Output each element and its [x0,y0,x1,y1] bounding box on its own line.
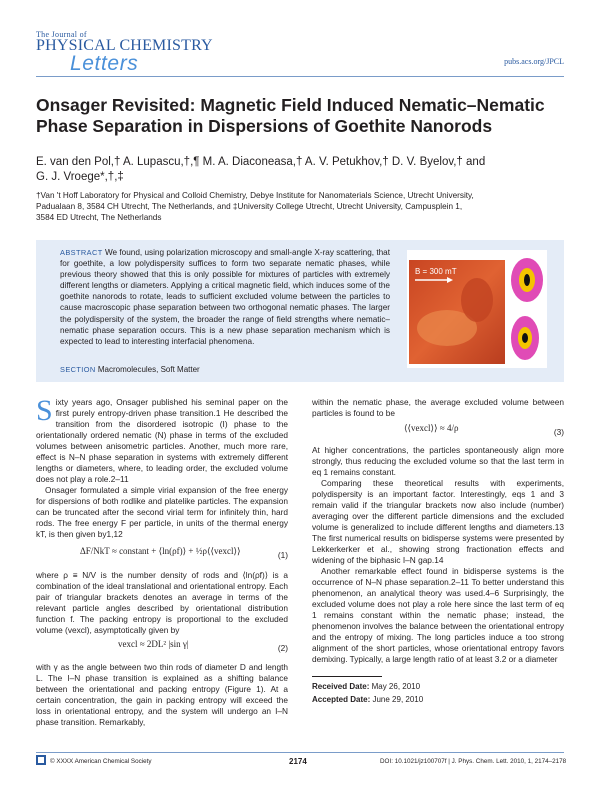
paragraph-polydispersity: Comparing these theoretical results with experiments, polydispersity is an important factor. Interestingly, eqs 1 and 3 remain valid if the triangular brackets now also include (number) averaging over the different particle dimensions and the excluded volume is generalized to include different lengths and diameters.13 The first numerical results on bidisperse systems were presented by Lekkerkerker et al., showing strong fractionation effects and widening of the biphasic I–N gap.14 [312,478,564,565]
abstract-label: ABSTRACT [60,248,103,257]
doi-citation[interactable]: DOI: 10.1021/jz100707f | J. Phys. Chem. Lett. 2010, 1, 2174–2178 [380,758,567,765]
equation-3-number: (3) [553,427,564,437]
paragraph-bidisperse: Another remarkable effect found in bidisperse systems is the occurrence of N–N phase separation.2–11 To better understand this phenomenon, an analytical theory was used.4–6 Surprisingly, the excluded volume does not play a role here since the last term of eq 1 remains constant within the nematic phase; instead, the phenomenon involves the balance between the orientational entropy and the entropy of mixing. The long particles induce a too strong alignment of the short particles, whose orientational entropy favors demixing. Typically, a large length ratio of at least 3.2 or a diameter [312,566,564,664]
page-number: 2174 [289,757,307,766]
equation-3 [312,423,564,443]
author-line-2: G. J. Vroege*,†,‡ [36,171,124,183]
author-line-1: E. van den Pol,† A. Lupascu,†,¶ M. A. Diaconeasa,† A. V. Petukhov,† D. V. Byelov,† and [36,156,486,168]
author-list [36,155,564,185]
drop-cap: S [36,394,53,427]
affiliation-line-1: †Van 't Hoff Laboratory for Physical and Colloid Chemistry, Debye Institute for Nanomaterials Science, Utrecht University, [36,191,474,200]
header-divider [36,76,564,77]
equation-1-number: (1) [277,550,288,560]
paragraph-virial: Onsager formulated a simple virial expansion of the free energy for dispersions of both rodlike and platelike particles. The expansion can be truncated after the second virial term for infinitely thin, hard rods. The free energy F per particle, in units of the thermal energy kT, is then given by1,12 [36,485,288,539]
equation-3-text: ⟨⟨vexcl⟩⟩ ≈ 4/ρ [404,423,459,433]
affiliation-line-3: 3584 ED Utrecht, The Netherlands [36,213,162,222]
equation-1-text: ΔF/NkT ≈ constant + ⟨ln(ρf)⟩ + ½ρ⟨⟨vexcl⟩⟩ [80,546,241,556]
affiliations [36,190,564,223]
equation-1 [36,546,288,566]
abstract-text: We found, using polarization microscopy and small-angle X-ray scattering, that for goethite, a low polydispersity suffices to form two separate nematic phases, while previous theory showed that this is only possible for mixtures of particles with extremely different lengths or diameters. Applying a critical magnetic field, which induces some of the goethite nanorods to rotate, leads to sufficient excluded volume between the particles to cause macroscopic phase separation between two orthogonal nematic phases. The larger the polydispersity of the system, the broader the range of field strengths where nematic–nematic phase separation occurs. This is a new phase separation mechanism which is expected to lead to interesting interfacial phenomena. [60,248,390,346]
article-title: Onsager Revisited: Magnetic Field Induced Nematic–Nematic Phase Separation in Dispersions of Goethite Nanorods [36,95,545,136]
paragraph-nematic: within the nematic phase, the average excluded volume between particles is found to be [312,397,564,418]
journal-name: PHYSICAL CHEMISTRY [36,37,213,54]
affiliation-line-2: Padualaan 8, 3584 CH Utrecht, The Netherlands, and ‡University College Utrecht, Utrecht University, Campusplein 1, [36,202,463,211]
received-date: Received Date: May 26, 2010 [312,682,421,691]
section-line [60,365,200,374]
section-label: SECTION [60,365,96,374]
journal-website-link[interactable]: pubs.acs.org/JPCL [504,57,564,66]
paragraph-density: where ρ ≡ N/V is the number density of rods and ⟨ln(ρf)⟩ is a combination of the ideal translational and orientational entropy. Each pair of triangular brackets denotes an average in terms of the relevant particle angles described by orientational distribution function f. The packing entropy is proportional to the excluded volume (vexcl), asymptotically given by [36,570,288,635]
paragraph-intro: Sixty years ago, Onsager published his seminal paper on the first purely entropy-driven phase transition.1 He described the transition from the disordered isotropic (I) phase to the orientationally ordered nematic (N) phase in terms of the excluded volumes between anisometric particles. Another, much more rare, effect is N–N phase separation in systems with extremely different lengths or diameters, where, to leading order, the excluded volume does not play a role.2–11 [36,394,288,484]
journal-subtitle: Letters [70,52,139,75]
accepted-date: Accepted Date: June 29, 2010 [312,695,424,704]
acs-logo-icon [36,755,46,765]
field-strength-label: B = 300 mT [415,267,457,276]
dates-divider [312,676,382,677]
journal-prefix: The Journal of [36,30,87,39]
paragraph-transition: with γ as the angle between two thin rods of diameter D and length L. The I–N phase transition is explained as a shifting balance between the orientational and packing entropy (Figure 1). At a certain concentration, the gain in packing entropy will exceed the loss in orientational entropy, and the system will undergo an I–N phase transition. Remarkably, [36,662,288,727]
beamstop-top [524,274,530,286]
article-dates [312,680,423,706]
left-column [36,394,288,728]
right-column [312,397,564,665]
equation-2-number: (2) [277,643,288,653]
toc-figure [407,250,547,368]
equation-2 [36,639,288,659]
footer-divider [36,752,564,753]
beamstop-bottom [522,333,528,343]
paragraph-alignment: At higher concentrations, the particles spontaneously align more strongly, thus reducing the excluded volume so that the last term in eq 1 remains constant. [312,445,564,477]
copyright-notice: © XXXX American Chemical Society [50,758,152,765]
equation-2-text: vexcl ≈ 2DL² |sin γ| [118,639,189,649]
nematic-domain [461,278,493,322]
section-value: Macromolecules, Soft Matter [97,365,200,374]
abstract-paragraph [60,247,390,347]
